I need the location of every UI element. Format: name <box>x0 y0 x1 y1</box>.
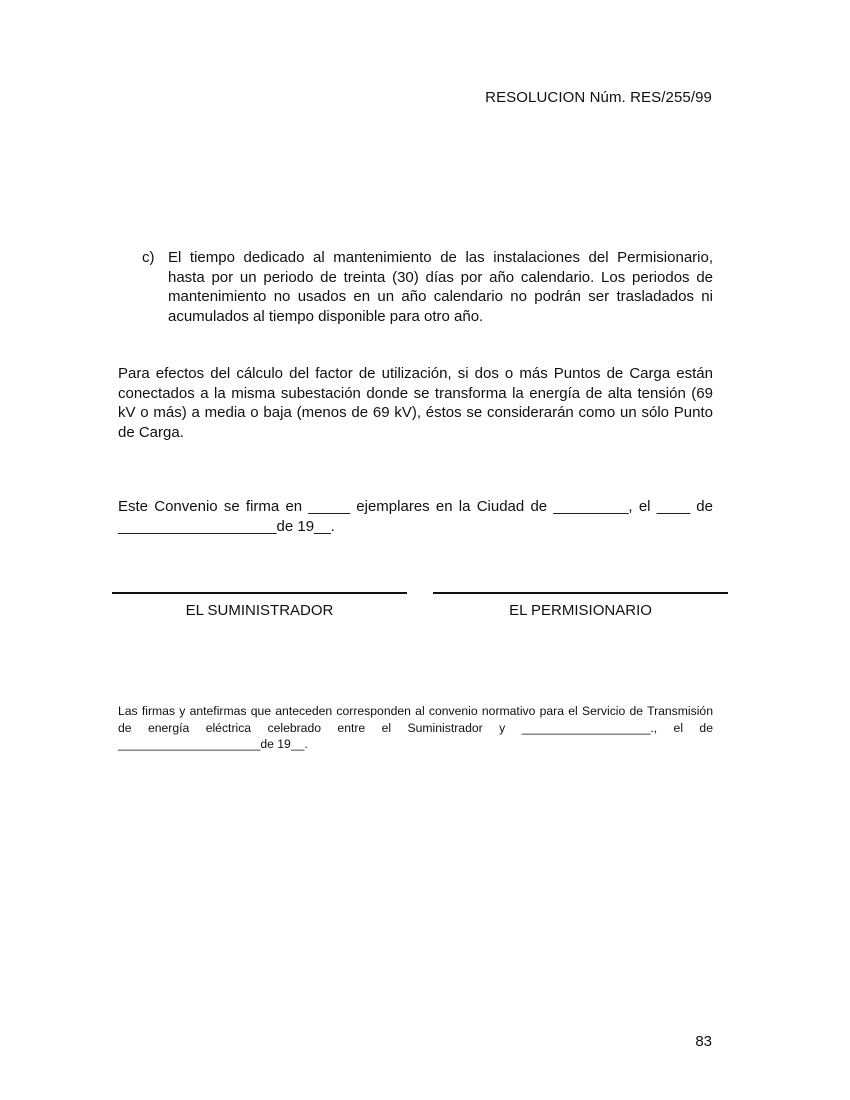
list-item-text: El tiempo dedicado al mantenimiento de las instalaciones del Permisionario, hasta por un periodo de treinta (30) días por año calendario. Los periodos de mantenimiento no usados en un año calendario no podrán ser trasladados ni acumulados al tiempo disponible para otro año. <box>168 249 713 325</box>
utilization-paragraph: Para efectos del cálculo del factor de utilización, si dos o más Puntos de Carga están conectados a la misma subestación donde se transforma la energía de alta tensión (69 kV o más) a media o baja (menos de 69 kV), éstos se considerarán como un sólo Punto de Carga. <box>118 365 713 441</box>
signature-label-suministrador: EL SUMINISTRADOR <box>185 602 334 619</box>
list-item-marker: c) <box>142 249 155 266</box>
signature-line-suministrador <box>112 592 407 594</box>
page-number: 83 <box>695 1033 712 1050</box>
list-item-c <box>142 248 713 326</box>
signature-line-permisionario <box>433 592 728 594</box>
signature-note: Las firmas y antefirmas que anteceden corresponden al convenio normativo para el Servicio de Transmisión de energía eléctrica celebrado entre el Suministrador y ___________________., el de _____________________de 19__. <box>118 704 713 751</box>
signature-label-permisionario: EL PERMISIONARIO <box>509 602 652 619</box>
signing-paragraph: Este Convenio se firma en _____ ejemplares en la Ciudad de _________, el ____ de ___________________de 19__. <box>118 498 713 535</box>
resolution-header: RESOLUCION Núm. RES/255/99 <box>485 89 712 106</box>
